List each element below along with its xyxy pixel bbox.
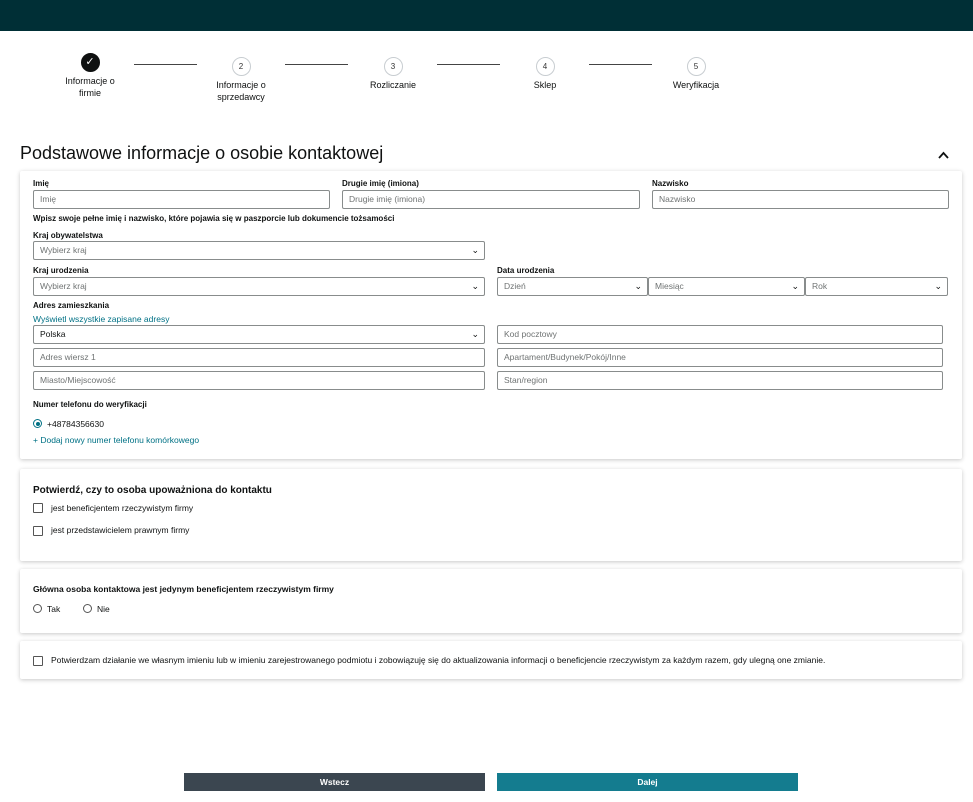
chevron-up-icon[interactable] xyxy=(938,146,949,162)
chevron-down-icon: ⌄ xyxy=(471,245,479,255)
declaration-text: Potwierdzam działanie we własnym imieniu lub w imieniu zarejestrowanego podmiotu i zobowiązuję się do aktualizowania informacji o beneficjencie rzeczywistym za każdym razem, gdy ulegną one zmianie. xyxy=(51,655,826,665)
top-bar xyxy=(0,0,973,31)
middle-name-label: Drugie imię (imiona) xyxy=(342,179,419,188)
phone-number: +48784356630 xyxy=(47,419,104,429)
yes-radio[interactable] xyxy=(33,604,42,613)
step-label: Weryfikacja xyxy=(672,80,720,90)
select-value: Miesiąc xyxy=(655,281,684,291)
sole-beneficiary-card xyxy=(20,569,962,633)
step-number: 3 xyxy=(384,57,403,76)
birth-day-select[interactable] xyxy=(497,277,648,296)
address-label: Adres zamieszkania xyxy=(33,301,110,310)
legal-rep-checkbox[interactable] xyxy=(33,526,43,536)
chevron-down-icon: ⌄ xyxy=(634,281,642,291)
middle-name-field[interactable]: Drugie imię (imiona) xyxy=(342,190,640,209)
step-connector xyxy=(589,64,652,65)
country-select[interactable] xyxy=(33,325,485,344)
first-name-label: Imię xyxy=(33,179,50,188)
select-value: Wybierz kraj xyxy=(40,281,87,291)
birth-country-select[interactable] xyxy=(33,277,485,296)
address-line1-field[interactable]: Adres wiersz 1 xyxy=(33,348,485,367)
phone-radio[interactable] xyxy=(33,419,42,428)
last-name-field[interactable]: Nazwisko xyxy=(652,190,949,209)
select-value: Dzień xyxy=(504,281,526,291)
beneficiary-checkbox[interactable] xyxy=(33,503,43,513)
select-value: Rok xyxy=(812,281,828,291)
contact-info-card xyxy=(20,171,962,459)
select-value: Polska xyxy=(40,329,66,339)
step-number: 2 xyxy=(232,57,251,76)
name-hint: Wpisz swoje pełne imię i nazwisko, które pojawia się w paszporcie lub dokumencie tożsamości xyxy=(33,214,395,223)
step-company-info[interactable] xyxy=(60,53,120,99)
address-line2-field[interactable]: Apartament/Budynek/Pokój/Inne xyxy=(497,348,943,367)
chevron-down-icon: ⌄ xyxy=(471,281,479,291)
no-radio[interactable] xyxy=(83,604,92,613)
step-verification[interactable] xyxy=(661,57,731,91)
sole-beneficiary-title: Główna osoba kontaktowa jest jedynym beneficjentem rzeczywistym firmy xyxy=(33,584,334,594)
no-label: Nie xyxy=(97,604,110,614)
beneficiary-label: jest beneficjentem rzeczywistym firmy xyxy=(51,503,194,513)
check-icon: ✓ xyxy=(81,53,100,72)
state-field[interactable]: Stan/region xyxy=(497,371,943,390)
first-name-field[interactable]: Imię xyxy=(33,190,330,209)
step-connector xyxy=(437,64,500,65)
step-label: Informacje o sprzedawcy xyxy=(216,80,266,102)
step-connector xyxy=(134,64,197,65)
authorized-contact-title: Potwierdź, czy to osoba upoważniona do kontaktu xyxy=(33,485,272,496)
chevron-down-icon: ⌄ xyxy=(791,281,799,291)
yes-label: Tak xyxy=(47,604,61,614)
authorized-contact-card xyxy=(20,469,962,561)
chevron-down-icon: ⌄ xyxy=(934,281,942,291)
select-value: Wybierz kraj xyxy=(40,245,87,255)
chevron-down-icon: ⌄ xyxy=(471,329,479,339)
birth-month-select[interactable] xyxy=(648,277,805,296)
phone-label: Numer telefonu do weryfikacji xyxy=(33,400,147,409)
legal-rep-label: jest przedstawicielem prawnym firmy xyxy=(51,525,190,535)
birth-year-select[interactable] xyxy=(805,277,948,296)
last-name-label: Nazwisko xyxy=(652,179,689,188)
back-button[interactable]: Wstecz xyxy=(184,773,485,791)
step-seller-info[interactable] xyxy=(211,57,271,103)
step-billing[interactable] xyxy=(358,57,428,91)
next-button[interactable]: Dalej xyxy=(497,773,798,791)
step-label: Sklep xyxy=(533,80,557,90)
declaration-card xyxy=(20,641,962,679)
birth-country-label: Kraj urodzenia xyxy=(33,266,89,275)
step-connector xyxy=(285,64,348,65)
step-label: Informacje o firmie xyxy=(65,76,115,98)
city-field[interactable]: Miasto/Miejscowość xyxy=(33,371,485,390)
step-number: 4 xyxy=(536,57,555,76)
citizenship-select[interactable] xyxy=(33,241,485,260)
citizenship-label: Kraj obywatelstwa xyxy=(33,231,103,240)
add-phone-link[interactable]: + Dodaj nowy numer telefonu komórkowego xyxy=(33,435,200,445)
birth-date-label: Data urodzenia xyxy=(497,266,555,275)
saved-addresses-link[interactable]: Wyświetl wszystkie zapisane adresy xyxy=(33,314,170,324)
step-label: Rozliczanie xyxy=(369,80,417,90)
postal-code-field[interactable]: Kod pocztowy xyxy=(497,325,943,344)
declaration-checkbox[interactable] xyxy=(33,656,43,666)
step-store[interactable] xyxy=(515,57,575,91)
section-title: Podstawowe informacje o osobie kontaktowej xyxy=(20,143,384,163)
step-number: 5 xyxy=(687,57,706,76)
